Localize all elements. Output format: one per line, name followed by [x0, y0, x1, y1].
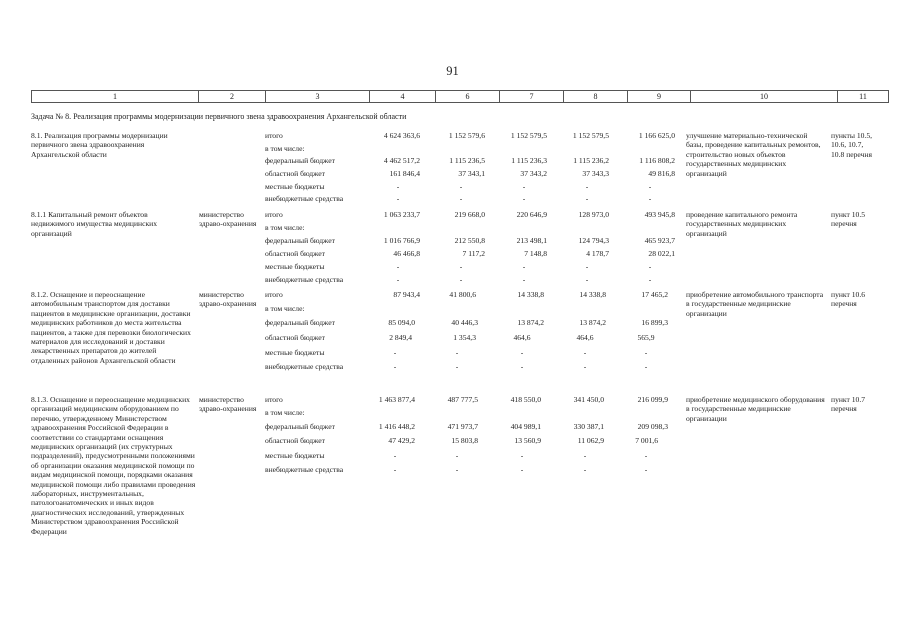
column-number: 11 [838, 91, 889, 103]
value-regional-col9: 28 022,1 [648, 249, 675, 258]
value-extrabudget-col9: - [648, 194, 652, 203]
value-extrabudget-col8: - [583, 362, 587, 371]
funding-label-regional: областной бюджет [265, 169, 325, 178]
value-regional-col4: 46 466,8 [393, 249, 420, 258]
section-result: проведение капитального ремонта государственных медицинских организаций [686, 210, 798, 238]
column-number: 1 [32, 91, 199, 103]
section-reference: пункты 10.5, 10.6, 10.7, 10.8 перечня [831, 131, 873, 159]
value-total-col6: 1 152 579,6 [448, 131, 485, 140]
value-federal-col6: 471 973,7 [447, 422, 478, 431]
value-regional-col6: 7 117,2 [462, 249, 485, 258]
funding-label-total: итого [265, 395, 283, 404]
column-number: 8 [564, 91, 628, 103]
value-federal-col9: 16 899,3 [641, 318, 668, 327]
value-federal-col8: 13 874,2 [579, 318, 606, 327]
column-number: 6 [436, 91, 500, 103]
section-result: приобретение медицинского оборудования в государственные медицинские организации [686, 395, 825, 423]
value-regional-col6: 37 343,1 [458, 169, 485, 178]
value-federal-col9: 209 098,3 [637, 422, 668, 431]
value-local-col8: - [583, 348, 587, 357]
value-extrabudget-col6: - [459, 194, 463, 203]
value-total-col9: 216 099,9 [637, 395, 668, 404]
value-federal-col4: 4 462 517,2 [383, 156, 420, 165]
value-local-col9: - [648, 262, 652, 271]
value-local-col9: - [648, 182, 652, 191]
section-name: 8.1.1 Капитальный ремонт объектов недвижимого имущества медицинских организаций [31, 210, 158, 238]
value-regional-col8: 4 178,7 [586, 249, 609, 258]
value-local-col9: - [644, 451, 648, 460]
value-total-col6: 487 777,5 [447, 395, 478, 404]
funding-label-local: местные бюджеты [265, 348, 325, 357]
value-local-col7: - [522, 262, 526, 271]
value-local-col8: - [585, 182, 589, 191]
funding-label-federal: федеральный бюджет [265, 422, 335, 431]
value-federal-col7: 404 989,1 [510, 422, 541, 431]
value-extrabudget-col7: - [520, 362, 524, 371]
value-federal-col6: 40 446,3 [451, 318, 478, 327]
funding-label-local: местные бюджеты [265, 262, 325, 271]
value-regional-col9: 49 816,8 [648, 169, 675, 178]
column-number: 7 [500, 91, 564, 103]
funding-label-federal: федеральный бюджет [265, 156, 335, 165]
value-total-col8: 128 973,0 [578, 210, 609, 219]
value-regional-col6: 1 354,3 [453, 333, 476, 342]
value-extrabudget-col6: - [459, 275, 463, 284]
value-extrabudget-col8: - [585, 275, 589, 284]
value-federal-col7: 13 874,2 [517, 318, 544, 327]
value-extrabudget-col8: - [585, 194, 589, 203]
value-total-col8: 1 152 579,5 [572, 131, 609, 140]
value-total-col9: 493 945,8 [644, 210, 675, 219]
value-regional-col4: 47 429,2 [388, 436, 415, 445]
funding-label-total: итого [265, 131, 283, 140]
value-total-col9: 17 465,2 [641, 290, 668, 299]
value-total-col7: 14 338,8 [517, 290, 544, 299]
funding-label-federal: федеральный бюджет [265, 318, 335, 327]
value-total-col7: 418 550,0 [510, 395, 541, 404]
section-reference: пункт 10.5 перечня [831, 210, 866, 229]
value-local-col9: - [644, 348, 648, 357]
value-total-col7: 1 152 579,5 [510, 131, 547, 140]
value-extrabudget-col7: - [522, 275, 526, 284]
funding-label-total: итого [265, 290, 283, 299]
section-reference: пункт 10.7 перечня [831, 395, 866, 414]
value-total-col4: 1 063 233,7 [383, 210, 420, 219]
value-local-col6: - [455, 348, 459, 357]
value-local-col7: - [522, 182, 526, 191]
value-regional-col7: 37 343,2 [520, 169, 547, 178]
value-federal-col9: 465 923,7 [644, 236, 675, 245]
value-extrabudget-col9: - [644, 362, 648, 371]
value-regional-col7: 7 148,8 [524, 249, 547, 258]
value-regional-col6: 15 803,8 [451, 436, 478, 445]
funding-label-total: итого [265, 210, 283, 219]
value-regional-col7: 464,6 [513, 333, 531, 342]
value-total-col4: 1 463 877,4 [378, 395, 415, 404]
funding-label-extrabudget: внебюджетные средства [265, 194, 344, 203]
section-result: приобретение автомобильного транспорта в государственные медицинские организации [686, 290, 824, 318]
section-executor: министерство здраво-охранения [199, 210, 257, 229]
section-name: 8.1.3. Оснащение и переоснащение медицинских организаций медицинским оборудованием по перечню, утвержденному Министерством здравоохранения Российской Федерации в соответствии со стандартами оснащения медицинских организаций (их структурных подразделений), предусмотренными положениями об организации оказания медицинской помощи по видам медицинской помощи, порядками оказания медицинской помощи либо правилами проведения лабораторных, инструментальных, патологоанатомических и иных видов диагностических исследований, утвержденных Министерством здравоохранения Российской Федерации [31, 395, 196, 536]
value-federal-col4: 1 416 448,2 [378, 422, 415, 431]
value-local-col8: - [585, 262, 589, 271]
value-total-col6: 219 668,0 [454, 210, 485, 219]
value-regional-col8: 37 343,3 [582, 169, 609, 178]
value-total-col4: 87 943,4 [393, 290, 420, 299]
column-number-header [31, 90, 889, 103]
value-local-col4: - [396, 262, 400, 271]
value-federal-col4: 85 094,0 [388, 318, 415, 327]
value-extrabudget-col6: - [455, 362, 459, 371]
value-extrabudget-col6: - [455, 465, 459, 474]
value-total-col7: 220 646,9 [516, 210, 547, 219]
value-local-col7: - [520, 451, 524, 460]
funding-label-including: в том числе: [265, 223, 305, 232]
value-total-col4: 4 624 363,6 [383, 131, 420, 140]
funding-label-including: в том числе: [265, 144, 305, 153]
value-local-col6: - [455, 451, 459, 460]
funding-label-including: в том числе: [265, 304, 305, 313]
funding-label-regional: областной бюджет [265, 333, 325, 342]
page-number: 91 [446, 64, 459, 78]
value-federal-col8: 1 115 236,2 [573, 156, 609, 165]
column-number: 10 [691, 91, 838, 103]
value-regional-col4: 2 849,4 [389, 333, 412, 342]
funding-label-extrabudget: внебюджетные средства [265, 362, 344, 371]
funding-label-extrabudget: внебюджетные средства [265, 465, 344, 474]
value-local-col7: - [520, 348, 524, 357]
funding-label-regional: областной бюджет [265, 249, 325, 258]
funding-label-regional: областной бюджет [265, 436, 325, 445]
column-number: 3 [266, 91, 370, 103]
value-federal-col6: 212 550,8 [454, 236, 485, 245]
value-regional-col8: 11 062,9 [577, 436, 604, 445]
value-extrabudget-col9: - [648, 275, 652, 284]
value-extrabudget-col4: - [396, 275, 400, 284]
value-regional-col9: 565,9 [637, 333, 655, 342]
value-federal-col7: 1 115 236,3 [511, 156, 547, 165]
value-federal-col9: 1 116 808,2 [639, 156, 675, 165]
funding-label-extrabudget: внебюджетные средства [265, 275, 344, 284]
column-number: 2 [199, 91, 266, 103]
funding-label-federal: федеральный бюджет [265, 236, 335, 245]
value-local-col4: - [393, 451, 397, 460]
value-local-col6: - [459, 182, 463, 191]
section-name: 8.1.2. Оснащение и переоснащение автомобильным транспортом для доставки пациентов в медицинские организации, доставки медицинских работников до места жительства пациентов, а также для перевозки биологических материалов для исследований и доставки лекарственных препаратов до жителей отдаленных районов Архангельской области [31, 290, 191, 365]
value-total-col8: 341 450,0 [573, 395, 604, 404]
section-executor: министерство здраво-охранения [199, 290, 257, 309]
value-total-col6: 41 800,6 [449, 290, 476, 299]
funding-label-local: местные бюджеты [265, 451, 325, 460]
section-result: улучшение материально-технической базы, проведение капитальных ремонтов, строительство новых объектов государственных медицинских организаций [686, 131, 821, 178]
value-federal-col8: 124 794,3 [578, 236, 609, 245]
value-extrabudget-col7: - [520, 465, 524, 474]
value-extrabudget-col8: - [583, 465, 587, 474]
value-extrabudget-col4: - [393, 465, 397, 474]
value-federal-col6: 1 115 236,5 [449, 156, 485, 165]
value-local-col4: - [396, 182, 400, 191]
value-federal-col8: 330 387,1 [573, 422, 604, 431]
section-name: 8.1. Реализация программы модернизации первичного звена здравоохранения Архангельской области [31, 131, 168, 159]
value-total-col9: 1 166 625,0 [638, 131, 675, 140]
value-total-col8: 14 338,8 [579, 290, 606, 299]
value-extrabudget-col4: - [393, 362, 397, 371]
value-regional-col4: 161 846,4 [389, 169, 420, 178]
value-local-col8: - [583, 451, 587, 460]
funding-label-including: в том числе: [265, 408, 305, 417]
value-federal-col7: 213 498,1 [516, 236, 547, 245]
section-executor: министерство здраво-охранения [199, 395, 257, 414]
column-number-row [32, 91, 889, 103]
task-title: Задача № 8. Реализация программы модернизации первичного звена здравоохранения Архангельской области [31, 112, 407, 121]
value-regional-col7: 13 560,9 [514, 436, 541, 445]
value-federal-col4: 1 016 766,9 [383, 236, 420, 245]
value-extrabudget-col4: - [396, 194, 400, 203]
value-regional-col8: 464,6 [576, 333, 594, 342]
value-extrabudget-col7: - [522, 194, 526, 203]
funding-label-local: местные бюджеты [265, 182, 325, 191]
section-reference: пункт 10.6 перечня [831, 290, 866, 309]
value-local-col4: - [393, 348, 397, 357]
column-number: 9 [628, 91, 691, 103]
value-extrabudget-col9: - [644, 465, 648, 474]
value-regional-col9: 7 001,6 [635, 436, 658, 445]
column-number: 4 [370, 91, 436, 103]
value-local-col6: - [459, 262, 463, 271]
